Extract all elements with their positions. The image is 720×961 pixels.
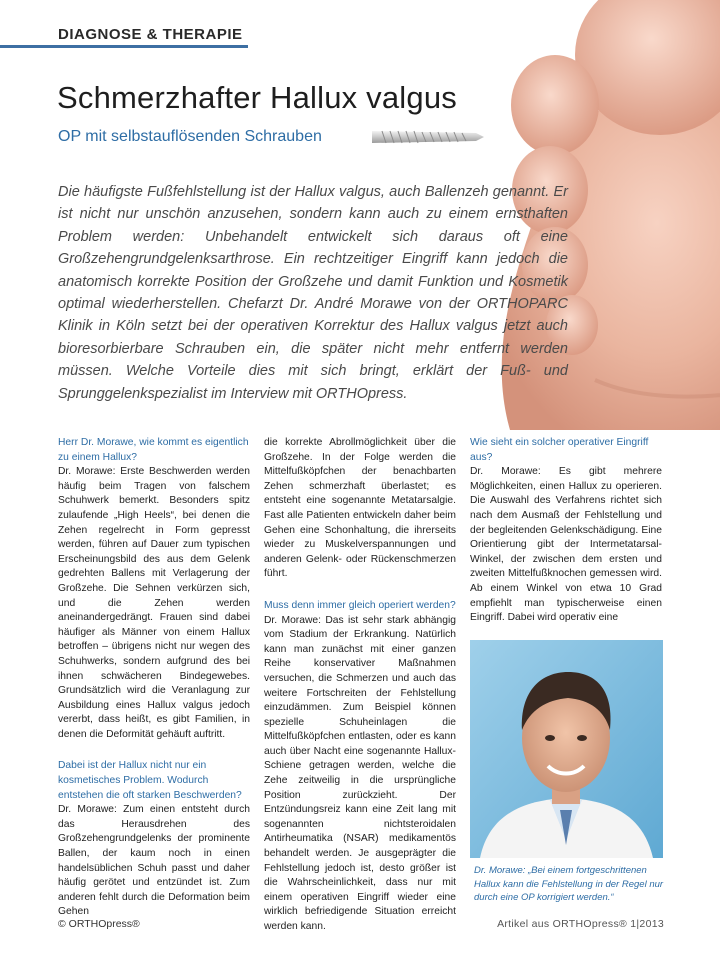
interview-question: Dabei ist der Hallux nicht nur ein kosmetisches Problem. Wodurch entstehen die oft starken Beschwerden? bbox=[58, 760, 242, 801]
portrait-caption: Dr. Morawe: „Bei einem fortgeschrittenen Hallux kann die Fehlstellung in der Regel nur durch eine OP korrigiert werden.“ bbox=[474, 865, 664, 904]
interview-answer: Dr. Morawe: Erste Beschwerden werden häufig beim Tragen von falschem Schuhwerk bemerkt. Besonders spitz zulaufende „High Heels“, bei denen die Zehen regelrecht in Form gepresst werden, führen auf Dauer zum typischen Erscheinungsbild des aus dem Gelenk gedrehten Ballens mit Verlagerung der Großzehe. Die Sehnen verkürzen sich, und die Zehen werden aneinandergedrängt. Frauen sind dabei häufiger als Männer von einem Hallux betroffen – übrigens nicht nur wegen des Schuhwerks, sondern aufgrund des bei ihnen schwächeren Bindegewebes. Grundsätzlich wird die Veranlagung zur Ausbildung eines Hallux valgus jedoch vererbt, dass heißt, es gibt Familien, in denen die Deformität gehäuft auftritt. bbox=[58, 466, 250, 740]
footer-copyright: © ORTHOpress® bbox=[58, 918, 140, 930]
interview-question: Wie sieht ein solcher operativer Eingriff aus? bbox=[470, 437, 649, 463]
interview-answer: Dr. Morawe: Zum einen entsteht durch das Herausdrehen des Großzehengrundgelenks der prominente Ballen, der kaum noch in einen handelsüblichen Schuh passt und daher häufig gerötet und entzündet ist. Zum anderen fehlt durch die Deformation beim Gehen bbox=[58, 804, 250, 918]
interview-question: Herr Dr. Morawe, wie kommt es eigentlich zu einem Hallux? bbox=[58, 437, 249, 463]
screw-image bbox=[368, 127, 486, 147]
interview-answer: Dr. Morawe: Es gibt mehrere Möglichkeiten, einen Hallux zu operieren. Die Auswahl des Verfahrens richtet sich nach dem Ausmaß der Fehlstellung und der begleitenden Gelenkschädigung. Eine Orientierung gibt der Intermetatarsal-Winkel, der zwischen dem ersten und zweiten Mittelfußknochen gemessen wird. Ab einem Winkel von etwa 10 Grad empfiehlt man typischerweise einen Eingriff. Dabei wird operativ eine bbox=[470, 466, 662, 624]
text-column-1 bbox=[58, 436, 250, 927]
section-rule bbox=[0, 45, 248, 48]
text-column-3 bbox=[470, 436, 662, 633]
lead-paragraph: Die häufigste Fußfehlstellung ist der Hallux valgus, auch Ballenzeh genannt. Er ist nicht nur unschön anzusehen, sondern kann auch zu einem ernsthaften Problem werden: Unbehandelt entwickelt sich daraus oft eine Großzehengrundgelenksarthrose. Ein rechtzeitiger Eingriff kann jedoch die anatomisch korrekte Position der Großzehe und damit Funktion und Kosmetik optimal wiederherstellen. Chefarzt Dr. André Morawe von der ORTHOPARC Klinik in Köln setzt bei der operativen Korrektur des Hallux valgus jetzt auch bioresorbierbare Schrauben ein, die später nicht mehr entfernt werden müssen. Welche Vorteile dies mit sich bringt, erklärt der Fuß- und Sprunggelenkspezialist im Interview mit ORTHOpress. bbox=[58, 184, 568, 402]
doctor-portrait bbox=[470, 640, 663, 858]
section-label: DIAGNOSE & THERAPIE bbox=[58, 26, 243, 43]
article-title: Schmerzhafter Hallux valgus bbox=[57, 80, 457, 115]
interview-answer: die korrekte Abrollmöglichkeit über die Großzehe. In der Folge werden die Mittelfußköpfchen der benachbarten Zehen schmerzhaft überlastet; es entsteht eine sogenannte Metatarsalgie. Fast alle Patienten entwickeln daher beim Gehen eine Schonhaltung, die ihrerseits wieder zu Muskelverspannungen und anderen Gelenk- oder Rückenschmerzen führt. bbox=[264, 437, 456, 580]
footer-issue: Artikel aus ORTHOpress® 1|2013 bbox=[497, 918, 664, 930]
article-subtitle: OP mit selbstauflösenden Schrauben bbox=[58, 128, 322, 145]
interview-answer: Dr. Morawe: Das ist sehr stark abhängig vom Stadium der Erkrankung. Natürlich kann man zunächst mit einer ganzen Reihe konservativer Maßnahmen versuchen, die Schmerzen und auch das weitere Fortschreiten der Fehlstellung einzudämmen. Zum Beispiel können spezielle Schuheinlagen die Mittelfußköpfchen entlasten, oder es kann auch über Nacht eine sogenannte Hallux-Schiene getragen werden, welche die Zehe zeitweilig in die ursprüngliche Position zurückzieht. Der Entzündungsreiz kann eine Zeit lang mit sogenannten nichtsteroidalen Antirheumatika (NSAR) medikamentös behandelt werden. Je ausgeprägter die Fehlstellung jedoch ist, desto größer ist die Wahrscheinlichkeit, dass nur mit einem operativen Eingriff wieder eine wirklich befriedigende Situation erreicht werden kann. bbox=[264, 614, 456, 932]
interview-question: Muss denn immer gleich operiert werden? bbox=[264, 599, 456, 611]
text-column-2 bbox=[264, 436, 456, 942]
